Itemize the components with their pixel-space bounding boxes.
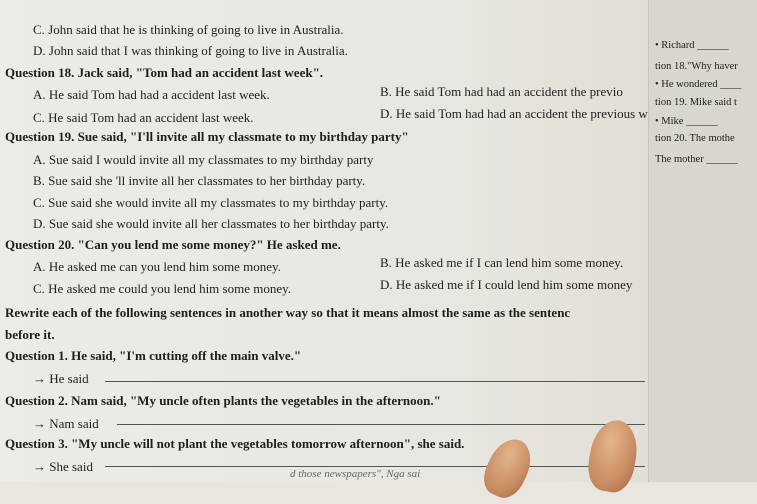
answer-option: → She said [33, 459, 93, 474]
adjacent-page-line: tion 19. Mike said t [655, 97, 737, 108]
adjacent-page-line: • Mike ______ [655, 116, 718, 127]
adjacent-page-line: tion 20. The mothe [655, 133, 735, 144]
question-heading: before it. [5, 327, 55, 342]
answer-option: D. Sue said she would invite all her classmates to her birthday party. [33, 216, 389, 231]
question-heading: Question 19. Sue said, "I'll invite all my classmate to my birthday party" [5, 129, 409, 144]
answer-option: B. Sue said she 'll invite all her classmates to her birthday party. [33, 173, 366, 188]
adjacent-page-line: The mother ______ [655, 154, 738, 165]
question-heading: Question 1. He said, "I'm cutting off the main valve." [5, 348, 302, 363]
question-heading: Question 2. Nam said, "My uncle often plants the vegetables in the afternoon." [5, 393, 441, 408]
answer-option: → Nam said [33, 416, 99, 431]
finger-shadow [477, 432, 539, 503]
answer-option: D. He said Tom had had an accident the previous w [380, 106, 648, 121]
answer-option: A. Sue said I would invite all my classmates to my birthday party [33, 152, 374, 167]
answer-option: → He said [33, 371, 89, 386]
answer-option: B. He asked me if I can lend him some money. [380, 255, 624, 270]
answer-option: C. Sue said she would invite all my classmates to my birthday party. [33, 195, 389, 210]
finger-shadow [584, 417, 642, 496]
answer-option: B. He said Tom had had an accident the previo [380, 84, 623, 99]
answer-option: A. He asked me can you lend him some money. [33, 259, 281, 274]
answer-option: C. He asked me could you lend him some money. [33, 281, 292, 296]
question-heading: Question 20. "Can you lend me some money?" He asked me. [5, 237, 341, 252]
answer-blank-line [105, 466, 645, 467]
answer-option: A. He said Tom had had a accident last week. [33, 87, 270, 102]
adjacent-page-line: tion 18."Why haver [655, 61, 738, 72]
adjacent-page-line: • Richard ______ [655, 40, 729, 51]
answer-option: D. John said that I was thinking of going to live in Australia. [33, 43, 348, 58]
question-heading: Question 3. "My uncle will not plant the vegetables tomorrow afternoon", she said. [5, 436, 465, 451]
question-heading: Question 18. Jack said, "Tom had an accident last week". [5, 65, 324, 80]
answer-blank-line [117, 424, 645, 425]
adjacent-page-strip [648, 0, 757, 482]
answer-option: D. He asked me if I could lend him some money [380, 277, 633, 292]
question-heading: Rewrite each of the following sentences in another way so that it means almost the same as the sentenc [5, 305, 571, 320]
answer-blank-line [105, 381, 645, 382]
answer-option: C. He said Tom had an accident last week. [33, 110, 254, 125]
answer-option: C. John said that he is thinking of going to live in Australia. [33, 22, 344, 37]
cut-off-bottom-text: d those newspapers", Nga sai [290, 468, 421, 480]
adjacent-page-line: • He wondered ____ [655, 79, 742, 90]
